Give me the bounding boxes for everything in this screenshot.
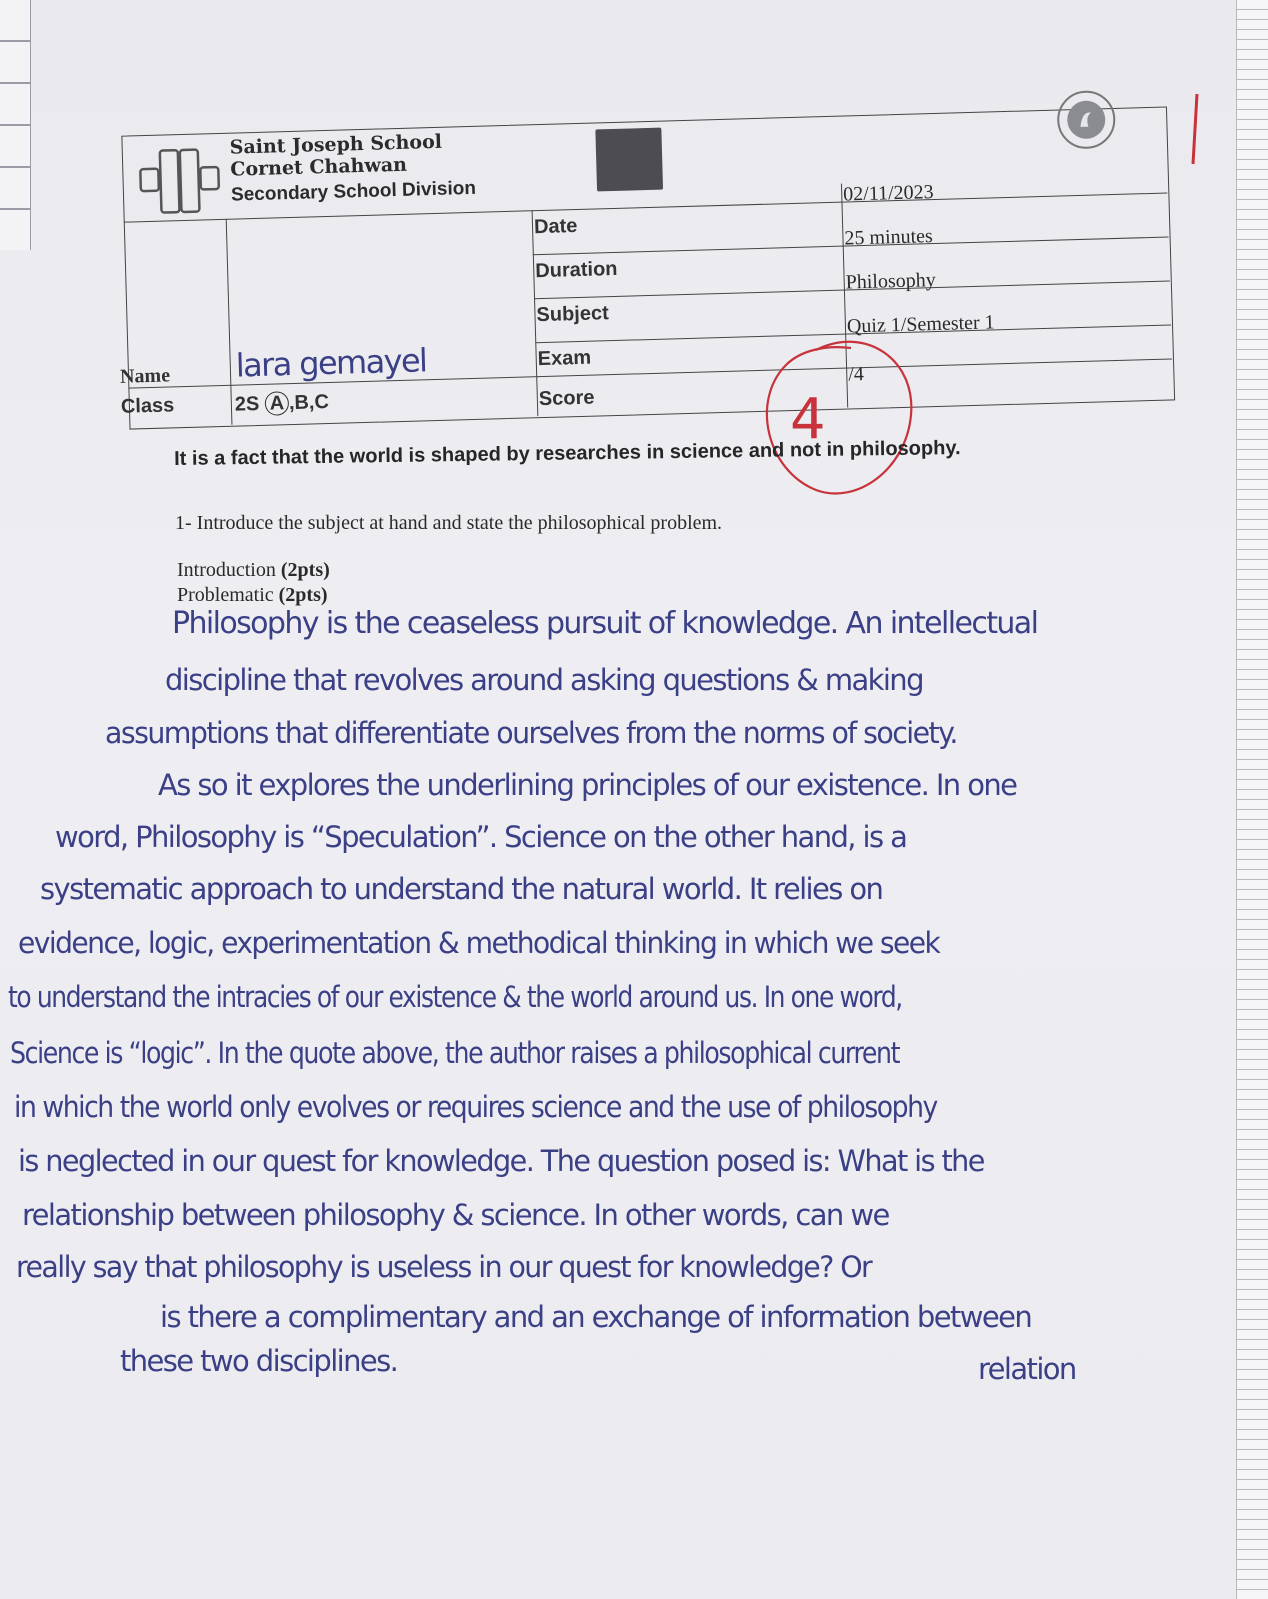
essay-topic: It is a fact that the world is shaped by researches in science and not in philosophy. <box>174 437 961 470</box>
page-edge-lines <box>1236 0 1268 1599</box>
date-label: Date <box>533 215 578 239</box>
subject-value: Philosophy <box>845 269 937 294</box>
question-1: 1- Introduce the subject at hand and state the philosophical problem. <box>175 512 723 534</box>
answer-line: As so it explores the underlining principles of our existence. In one <box>158 768 1017 802</box>
answer-line: Science is “logic”. In the quote above, the author raises a philosophical current <box>10 1036 900 1070</box>
class-value <box>235 390 330 417</box>
answer-line: relationship between philosophy & science. In other words, can we <box>22 1198 889 1232</box>
points-breakdown <box>177 558 330 608</box>
intro-label: Introduction <box>177 559 276 581</box>
answer-line: is neglected in our quest for knowledge. The question posed is: What is the <box>18 1144 984 1178</box>
student-name: lara gemayel <box>235 341 427 385</box>
class-circled-section: A <box>265 391 290 416</box>
intro-points: (2pts) <box>280 559 330 581</box>
exam-label: Exam <box>537 346 592 371</box>
class-value-suffix: ,B,C <box>288 391 330 415</box>
seal-stamp-icon <box>1054 88 1118 152</box>
class-label: Class <box>120 394 175 418</box>
duration-label: Duration <box>534 257 618 283</box>
red-margin-mark <box>1188 92 1202 166</box>
answer-line: assumptions that differentiate ourselves from the norms of society. <box>105 716 957 750</box>
answer-line: Philosophy is the ceaseless pursuit of knowledge. An intellectual <box>172 606 1038 641</box>
underlying-lined-page <box>0 0 31 250</box>
school-logo-icon <box>134 143 228 220</box>
answer-line: word, Philosophy is “Speculation”. Science on the other hand, is a <box>55 820 907 854</box>
subject-label: Subject <box>536 302 610 327</box>
answer-line: evidence, logic, experimentation & methodical thinking in which we seek <box>18 926 940 960</box>
answer-line: discipline that revolves around asking questions & making <box>165 663 923 697</box>
answer-line: is there a complimentary and an exchange of information between <box>160 1300 1032 1334</box>
class-value-prefix: 2S <box>234 392 266 416</box>
score-label: Score <box>538 386 595 411</box>
exam-header-table <box>110 58 1189 440</box>
exam-value: Quiz 1/Semester 1 <box>846 311 995 338</box>
problematic-points: (2pts) <box>278 584 328 606</box>
school-name-line-1: Saint Joseph School <box>229 130 443 159</box>
grade-score: 4 <box>790 387 826 452</box>
intro-row <box>177 558 330 583</box>
answer-line: really say that philosophy is useless in our quest for knowledge? Or <box>16 1250 872 1284</box>
grade-circle-mark <box>756 330 916 500</box>
school-name-line-2: Cornet Chahwan <box>230 153 408 181</box>
problematic-label: Problematic <box>177 584 274 606</box>
score-value: /4 <box>847 363 865 386</box>
answer-line: to understand the intracies of our existence & the world around us. In one word, <box>8 980 902 1014</box>
duration-value: 25 minutes <box>844 225 934 250</box>
answer-line: in which the world only evolves or requires science and the use of philosophy <box>14 1090 937 1124</box>
award-badge-icon <box>595 128 663 192</box>
answer-line: these two disciplines. <box>120 1344 398 1378</box>
school-division: Secondary School Division <box>230 177 477 206</box>
problem-row <box>177 583 330 608</box>
date-value: 02/11/2023 <box>842 181 934 206</box>
answer-line: systematic approach to understand the natural world. It relies on <box>40 872 883 906</box>
margin-note: relation <box>978 1352 1076 1386</box>
school-name <box>229 131 442 181</box>
name-label: Name <box>119 364 171 388</box>
